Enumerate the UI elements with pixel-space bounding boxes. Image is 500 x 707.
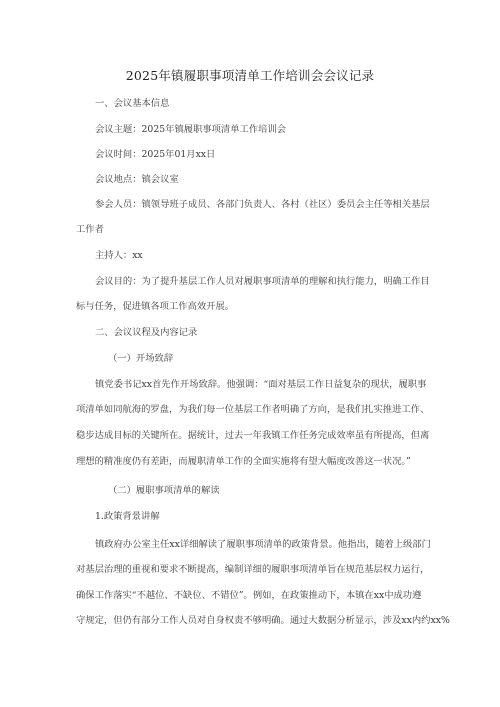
section-heading-basic-info: 一、会议基本信息 (95, 98, 170, 109)
policy-line: 确保工作落实“不越位、不缺位、不错位”。例如，在政策推动下，本镇在xx中成功遵 (76, 590, 422, 601)
speech-line: 理想的精准度仍有差距，而履职清单工作的全面实施将有望大幅度改善这一状况。” (76, 456, 411, 467)
policy-line: 守规定，但仍有部分工作人员对自身权责不够明确。通过大数据分析显示，涉及xx内约xx% (76, 615, 450, 626)
meeting-place: 会议地点：镇会议室 (95, 174, 179, 185)
section-heading-agenda: 二、会议议程及内容记录 (95, 327, 198, 338)
meeting-time: 会议时间：2025年01月xx日 (95, 149, 216, 160)
host-line: 主持人：xx (95, 250, 143, 261)
speech-line: 稳步达成目标的关键所在。据统计，过去一年我镇工作任务完成效率虽有所提高，但离 (76, 430, 430, 441)
policy-line: 镇政府办公室主任xx详细解读了履职事项清单的政策背景。他指出，随着上级部门 (95, 539, 431, 550)
policy-line: 对基层治理的重视和要求不断提高，编制详细的履职事项清单旨在规范基层权力运行， (76, 564, 430, 575)
item-heading-policy: 1.政策背景讲解 (95, 511, 160, 522)
attendees-line: 工作者 (76, 224, 104, 235)
meeting-topic: 会议主题：2025年镇履职事项清单工作培训会 (95, 124, 287, 135)
speech-line: 项清单如同航海的罗盘，为我们每一位基层工作者明确了方向，是我们扎实推进工作、 (76, 404, 430, 415)
subsection-heading-opening: （一）开场致辞 (108, 353, 174, 364)
speech-line: 镇党委书记xx首先作开场致辞。他强调：“面对基层工作日益复杂的现状，履职事 (95, 379, 427, 390)
purpose-line: 标与任务，促进镇各项工作高效开展。 (76, 301, 235, 312)
purpose-line: 会议目的：为了提升基层工作人员对履职事项清单的理解和执行能力，明确工作目 (95, 276, 430, 287)
attendees-line: 参会人员：镇领导班子成员、各部门负责人、各村（社区）委员会主任等相关基层 (95, 199, 430, 210)
subsection-heading-interpretation: （二）履职事项清单的解读 (108, 485, 220, 496)
document-title: 2025年镇履职事项清单工作培训会会议记录 (125, 68, 375, 83)
